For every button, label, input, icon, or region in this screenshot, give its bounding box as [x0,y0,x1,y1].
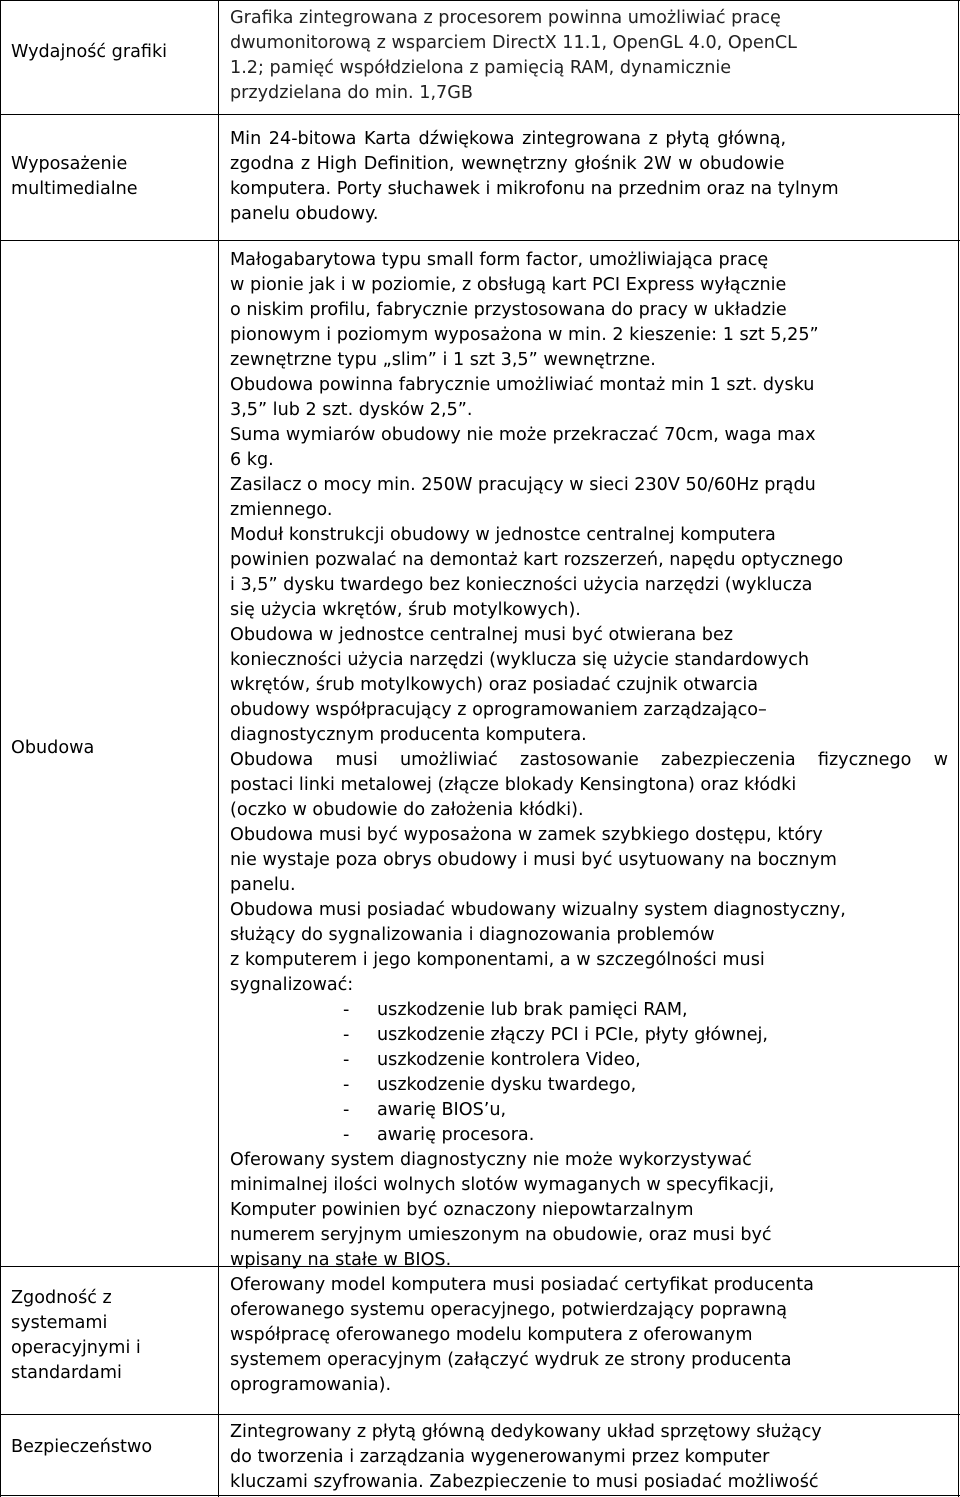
text-line: Oferowany model komputera musi posiadać certyfikat producenta [230,1275,814,1295]
text-line: Małogabarytowa typu small form factor, umożliwiająca pracę [230,250,769,270]
text-line: w pionie jak i w poziomie, z obsługą kart PCI Express wyłącznie [230,275,787,295]
row-label [11,1286,141,1386]
row-wydajnosc-grafiki [0,0,960,114]
list-item-text: awarię BIOS’u, [377,1100,507,1120]
row-label-line: multimedialne [11,179,138,199]
list-item-text: uszkodzenie lub brak pamięci RAM, [377,1000,688,1020]
text-line: Oferowany system diagnostyczny nie może wykorzystywać [230,1150,752,1170]
text-line: z komputerem i jego komponentami, a w szczególności musi [230,950,765,970]
text-line: 1.2; pamięć współdzielona z pamięcią RAM, dynamicznie [230,58,732,78]
row-label-line: Zgodność z [11,1288,112,1308]
list-item-text: uszkodzenie dysku twardego, [377,1075,637,1095]
text-line: panelu obudowy. [230,204,379,224]
text-line: pionowym i poziomym wyposażona w min. 2 kieszenie: 1 szt 5,25” [230,325,819,345]
list-marker: - [343,1075,350,1095]
text-line: (oczko w obudowie do założenia kłódki). [230,800,584,820]
row-description [230,6,948,106]
text-line: Obudowa musi posiadać wbudowany wizualny system diagnostyczny, [230,900,846,920]
text-line: Obudowa w jednostce centralnej musi być otwierana bez [230,625,734,645]
text-line: Moduł konstrukcji obudowy w jednostce centralnej komputera [230,525,776,545]
text-line: o niskim profilu, fabrycznie przystosowana do pracy w układzie [230,300,787,320]
text-line: zmiennego. [230,500,333,520]
text-line: kluczami szyfrowania. Zabezpieczenie to musi posiadać możliwość [230,1472,819,1492]
text-line: powinien pozwalać na demontaż kart rozszerzeń, napędu optycznego [230,550,844,570]
text-line: się użycia wkrętów, śrub motylkowych). [230,600,581,620]
list-item-text: uszkodzenie złączy PCI i PCIe, płyty głównej, [377,1025,768,1045]
row-label-line: Wyposażenie [11,154,128,174]
list-marker: - [343,1050,350,1070]
row-zgodnosc [0,1266,960,1414]
text-line: obudowy współpracujący z oprogramowaniem zarządzająco– [230,700,767,720]
text-line: Zintegrowany z płytą główną dedykowany układ sprzętowy służący [230,1422,822,1442]
text-line: wkrętów, śrub motylkowych) oraz posiadać czujnik otwarcia [230,675,759,695]
text-line: sygnalizować: [230,975,354,995]
row-label-line: operacyjnymi i [11,1338,141,1358]
row-label-line: systemami [11,1313,108,1333]
list-item-text: uszkodzenie kontrolera Video, [377,1050,641,1070]
text-line: konieczności użycia narzędzi (wyklucza się użycie standardowych [230,650,810,670]
row-obudowa [0,240,960,1270]
text-line: oprogramowania). [230,1375,392,1395]
text-line: współpracę oferowanego modelu komputera z oferowanym [230,1325,753,1345]
text-line: systemem operacyjnym (załączyć wydruk ze strony producenta [230,1350,792,1370]
row-divider [0,1495,960,1496]
text-line: postaci linki metalowej (złącze blokady Kensingtona) oraz kłódki [230,775,797,795]
text-line: służący do sygnalizowania i diagnozowania problemów [230,925,715,945]
text-line: przydzielana do min. 1,7GB [230,83,473,103]
text-line: i 3,5” dysku twardego bez konieczności użycia narzędzi (wyklucza [230,575,813,595]
text-line: dwumonitorową z wsparciem DirectX 11.1, OpenGL 4.0, OpenCL [230,33,797,53]
text-line: 6 kg. [230,450,274,470]
text-line: diagnostycznym producenta komputera. [230,725,587,745]
row-description [230,248,948,998]
text-line: panelu. [230,875,296,895]
text-line: Obudowa musi umożliwiać zastosowanie zabezpieczenia fizycznego w [230,750,948,770]
diagnostic-list [0,998,960,1148]
row-label-line: standardami [11,1363,122,1383]
list-marker: - [343,1025,350,1045]
text-line: Zasilacz o mocy min. 250W pracujący w sieci 230V 50/60Hz prądu [230,475,816,495]
row-label: Wydajność grafiki [11,42,168,62]
list-item-text: awarię procesora. [377,1125,535,1145]
text-line: nie wystaje poza obrys obudowy i musi być usytuowany na bocznym [230,850,837,870]
text-line: zgodna z High Definition, wewnętrzny głośnik 2W w obudowie [230,154,785,174]
text-line: numerem seryjnym umieszonym na obudowie, oraz musi być [230,1225,772,1245]
text-line: zewnętrzne typu „slim” i 1 szt 3,5” wewnętrzne. [230,350,656,370]
row-description-tail [230,1148,948,1273]
list-marker: - [343,1100,350,1120]
text-line: 3,5” lub 2 szt. dysków 2,5”. [230,400,473,420]
text-line: komputera. Porty słuchawek i mikrofonu na przednim oraz na tylnym [230,179,839,199]
row-wyposazenie-multimedialne [0,114,960,240]
text-line: do tworzenia i zarządzania wygenerowanymi przez komputer [230,1447,770,1467]
row-description [230,1420,948,1495]
text-line: Obudowa powinna fabrycznie umożliwiać montaż min 1 szt. dysku [230,375,815,395]
text-line: Min 24-bitowa Karta dźwiękowa zintegrowana z płytą główną, [230,129,787,149]
text-line: Komputer powinien być oznaczony niepowtarzalnym [230,1200,694,1220]
row-label [11,152,138,202]
row-bezpieczenstwo [0,1414,960,1495]
row-description [230,1273,948,1398]
text-line: wpisany na stałe w BIOS. [230,1250,452,1270]
row-description [230,127,948,227]
text-line: oferowanego systemu operacyjnego, potwierdzający poprawną [230,1300,788,1320]
list-marker: - [343,1000,350,1020]
text-line: Grafika zintegrowana z procesorem powinna umożliwiać pracę [230,8,781,28]
text-line: minimalnej ilości wolnych slotów wymaganych w specyfikacji, [230,1175,775,1195]
row-label: Bezpieczeństwo [11,1437,153,1457]
text-line: Obudowa musi być wyposażona w zamek szybkiego dostępu, który [230,825,823,845]
row-label: Obudowa [11,738,95,758]
list-marker: - [343,1125,350,1145]
text-line: Suma wymiarów obudowy nie może przekraczać 70cm, waga max [230,425,816,445]
